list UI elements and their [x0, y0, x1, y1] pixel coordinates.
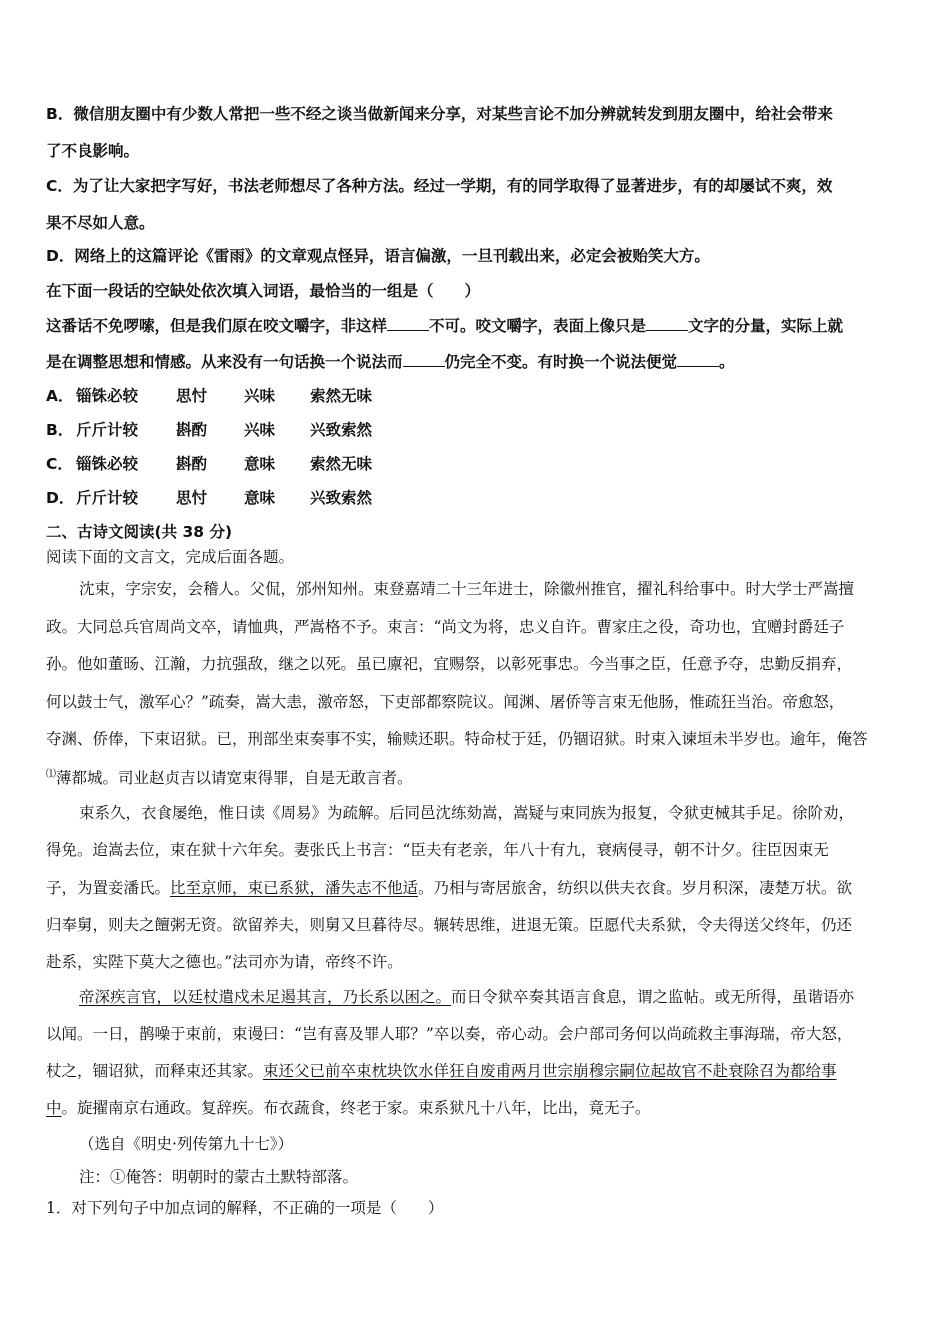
- passage-line: 束系久，衣食屡绝，惟日读《周易》为疏解。后同邑沈练劾嵩，嵩疑与束同族为报复，令狱吏械其手足。徐阶劝，: [79, 804, 855, 822]
- passage-line: 杖之，锢诏狱，而释束还其家。束还父已前卒束枕块饮水佯狂自废甫两月世宗崩穆宗嗣位起故官不赴衰除召为都给事: [46, 1062, 837, 1080]
- question-1: 1．对下列句子中加点词的解释，不正确的一项是（ ）: [46, 1199, 444, 1217]
- option-b-line2: 了不良影响。: [46, 142, 140, 160]
- passage-line: 孙。他如董旸、江瀚，力抗强敌，继之以死。虽已廪祀，宜赐祭，以彰死事忠。今当事之臣，任意予夺，忠勤反捐弃，: [46, 655, 853, 673]
- passage-line: 中。旋擢南京右通政。复辞疾。布衣蔬食，终老于家。束系狱凡十八年，比出，竟无子。: [46, 1099, 651, 1117]
- underlined-sentence-2: 帝深疾言官，以廷杖遣戍未足遏其言，乃长系以困之。: [79, 988, 452, 1006]
- passage-line: 帝深疾言官，以廷杖遣戍未足遏其言，乃长系以困之。而日令狱卒奏其语言食息，谓之监帖。或无所得，虽谐语亦: [79, 988, 855, 1006]
- option-b-line1: B．微信朋友圈中有少数人常把一些不经之谈当做新闻来分享，对某些言论不加分辨就转发到朋友圈中，给社会带来: [46, 105, 833, 123]
- fill-question-stem: 在下面一段话的空缺处依次填入词语，最恰当的一组是（ ）: [46, 282, 481, 300]
- underlined-sentence-3: 束还父已前卒束枕块饮水佯狂自废甫两月世宗崩穆宗嗣位起故官不赴衰除召为都给事: [263, 1062, 837, 1080]
- passage-line: 政。大同总兵官周尚文卒，请恤典，严嵩格不予。束言：“尚文为将，忠义自许。曹家庄之役，奇功也，宜赠封爵廷子: [46, 618, 845, 636]
- blank-2: [646, 316, 688, 331]
- section-intro: 阅读下面的文言文，完成后面各题。: [46, 548, 295, 566]
- option-d-line1: D．网络上的这篇评论《雷雨》的文章观点怪异，语言偏激，一旦刊载出来，必定会被贻笑大方。: [46, 247, 710, 265]
- passage-line: 沈束，字宗安，会稽人。父侃，邠州知州。束登嘉靖二十三年进士，除徽州推官，擢礼科给事中。时大学士严嵩擅: [79, 580, 855, 598]
- option-c-line2: 果不尽如人意。: [46, 214, 155, 232]
- blank-3: [403, 352, 445, 367]
- footnote: 注：①俺答：明朝时的蒙古土默特部落。: [79, 1168, 359, 1186]
- blank-4: [677, 352, 719, 367]
- fill-option-d: D． 斤斤计较 思忖 意味 兴致索然: [46, 489, 373, 507]
- passage-source: （选自《明史·列传第九十七》）: [79, 1135, 294, 1153]
- passage-line: 以闻。一日，鹊噪于束前，束谩曰：“岂有喜及罪人耶？”卒以奏，帝心动。会户部司务何以尚疏救主事海瑞，帝大怒，: [46, 1025, 853, 1043]
- blank-1: [387, 316, 429, 331]
- section-heading: 二、古诗文阅读(共 38 分): [46, 523, 233, 541]
- passage-line: 赴系，实陛下莫大之德也。”法司亦为请，帝终不许。: [46, 953, 403, 971]
- fill-option-a: A． 锱铢必较 思忖 兴味 索然无味: [46, 387, 373, 405]
- passage-line: 夺渊、侨俸，下束诏狱。已，刑部坐束奏事不实，输赎还职。特命杖于廷，仍锢诏狱。时束入谏垣未半岁也。逾年，俺答: [46, 730, 868, 748]
- passage-line: ⑴薄都城。司业赵贞吉以请宽束得罪，自是无敢言者。: [46, 769, 413, 788]
- fill-question-passage-line2: 是在调整思想和情感。从来没有一句话换一个说法而 仍完全不变。有时换一个说法便觉 。: [46, 353, 735, 371]
- fill-question-passage-line1: 这番话不免啰嗦，但是我们原在咬文嚼字，非这样 不可。咬文嚼字，表面上像只是 文字的分量，实际上就: [46, 317, 844, 335]
- passage-line: 得免。迨嵩去位，束在狱十六年矣。妻张氏上书言：“臣夫有老亲，年八十有九，衰病侵寻，朝不计夕。往臣因束无: [46, 841, 829, 859]
- passage-line: 何以鼓士气，激军心？”疏奏，嵩大恚，激帝怒，下吏部都察院议。闻渊、屠侨等言束无他肠，惟疏狂当治。帝愈怒，: [46, 693, 845, 711]
- fill-option-b: B． 斤斤计较 斟酌 兴味 兴致索然: [46, 421, 373, 439]
- footnote-marker: ⑴: [46, 769, 56, 780]
- passage-line: 归奉舅，则夫之饘粥无资。欲留养夫，则舅又旦暮待尽。辗转思维，进退无策。臣愿代夫系狱，令夫得送父终年，仍还: [46, 916, 853, 934]
- underlined-sentence-3-end: 中: [46, 1099, 62, 1117]
- option-c-line1: C．为了让大家把字写好，书法老师想尽了各种方法。经过一学期，有的同学取得了显著进步，有的却屡试不爽，效: [46, 177, 833, 195]
- fill-option-c: C． 锱铢必较 斟酌 意味 索然无味: [46, 455, 373, 473]
- underlined-sentence-1: 比至京师，束已系狱，潘失志不他适: [170, 879, 419, 897]
- passage-line: 子，为置妾潘氏。比至京师，束已系狱，潘失志不他适。乃相与寄居旅舍，纺织以供夫衣食。岁月积深，凄楚万状。欲: [46, 879, 853, 897]
